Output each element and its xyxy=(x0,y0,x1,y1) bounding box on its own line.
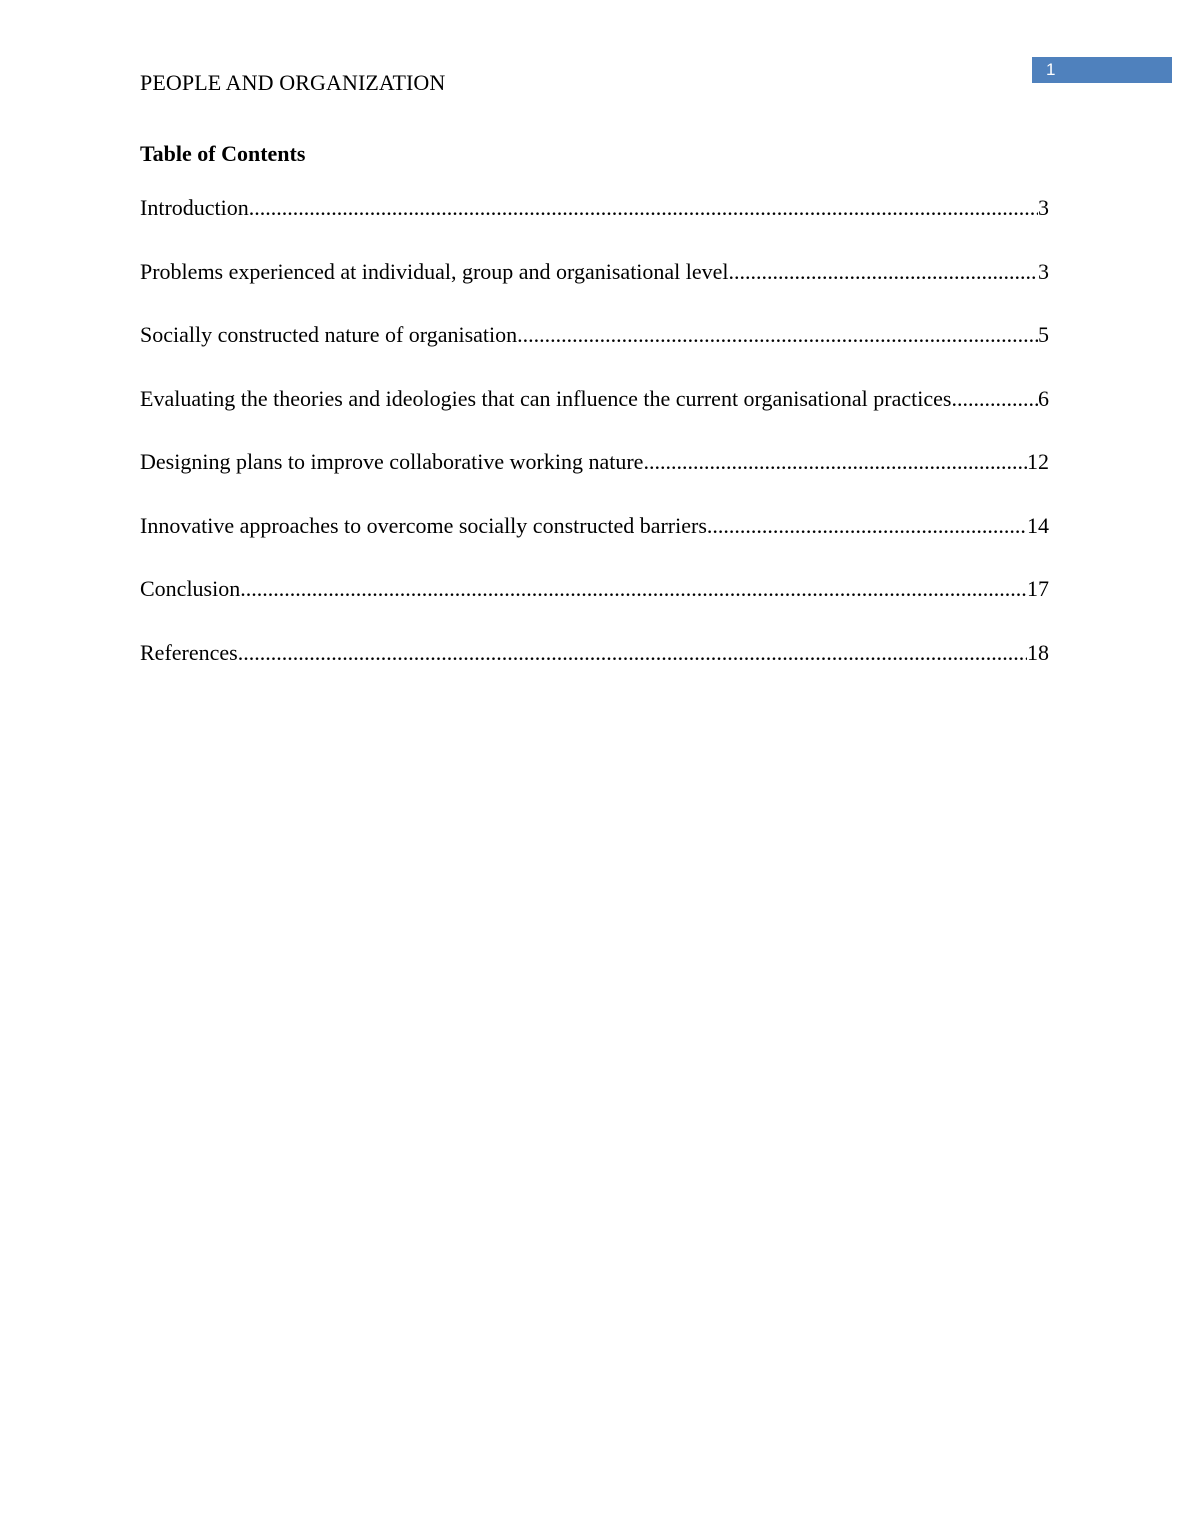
toc-dot-leader xyxy=(238,639,1027,667)
toc-entry-title: Socially constructed nature of organisation xyxy=(140,322,518,347)
toc-entry-page: 18 xyxy=(1027,639,1049,665)
toc-heading: Table of Contents xyxy=(140,141,306,166)
toc-entry-socially-constructed[interactable] xyxy=(140,321,1049,385)
toc-entry-title: Problems experienced at individual, group and organisational level xyxy=(140,258,729,284)
toc-entry-references[interactable] xyxy=(140,639,1049,703)
page-number: 1 xyxy=(1046,60,1056,79)
toc-entry-title: Designing plans to improve collaborative working nature xyxy=(140,449,644,474)
toc-entry-introduction[interactable] xyxy=(140,194,1049,258)
toc-entry-conclusion[interactable] xyxy=(140,575,1049,639)
toc-entry-evaluating-theories[interactable] xyxy=(140,385,1049,449)
toc-entry-title: Evaluating the theories and ideologies that can influence the current organisational practices xyxy=(140,385,952,411)
toc-entry-title: Introduction xyxy=(140,195,249,220)
toc-entry-innovative-approaches[interactable] xyxy=(140,512,1049,576)
running-header: PEOPLE AND ORGANIZATION xyxy=(140,70,446,95)
toc-entry-page: 3 xyxy=(1038,258,1049,284)
toc-dot-leader xyxy=(951,385,1038,413)
toc-entry-page: 17 xyxy=(1027,576,1049,601)
toc-entry-title: References xyxy=(140,639,238,665)
toc-dot-leader xyxy=(707,512,1027,540)
toc-entry-page: 14 xyxy=(1027,512,1049,538)
toc-entry-page: 12 xyxy=(1027,449,1049,474)
toc-entry-problems[interactable] xyxy=(140,258,1049,322)
page-number-badge xyxy=(1032,57,1172,83)
toc-dot-leader xyxy=(517,321,1038,349)
toc-entry-designing-plans[interactable] xyxy=(140,448,1049,512)
toc-entry-page: 6 xyxy=(1038,385,1049,411)
toc-entry-title: Conclusion xyxy=(140,576,241,601)
toc-dot-leader xyxy=(729,258,1038,286)
table-of-contents xyxy=(140,194,1049,702)
toc-dot-leader xyxy=(643,448,1027,476)
toc-dot-leader xyxy=(249,194,1038,222)
toc-dot-leader xyxy=(240,575,1027,603)
toc-entry-page: 5 xyxy=(1038,322,1049,347)
toc-entry-page: 3 xyxy=(1038,195,1049,220)
toc-entry-title: Innovative approaches to overcome socially constructed barriers xyxy=(140,512,707,538)
